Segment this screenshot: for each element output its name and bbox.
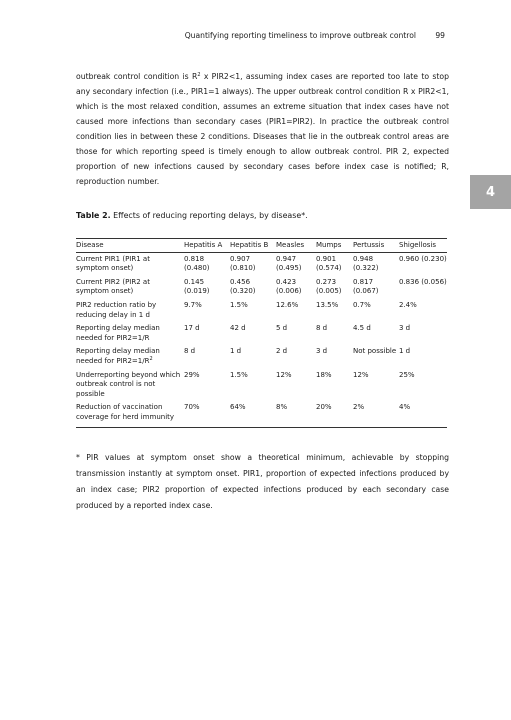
row-label — [76, 345, 184, 368]
table-header-row — [76, 239, 447, 253]
table-cell: 25% — [399, 370, 415, 379]
chapter-tab: 4 — [470, 175, 511, 209]
table-cell: 64% — [230, 401, 276, 427]
table-cell: 0.456 (0.320) — [230, 277, 256, 296]
column-header: Mumps — [316, 239, 353, 253]
row-label: Current PIR1 (PIR1 at symptom onset) — [76, 254, 150, 273]
table-row — [76, 252, 447, 276]
table-row — [76, 401, 447, 427]
table-cell: 20% — [316, 401, 353, 427]
running-header — [0, 31, 511, 45]
table-row — [76, 276, 447, 299]
table-cell: 8 d — [316, 324, 328, 333]
table-cell: 42 d — [230, 324, 246, 333]
table-cell: 0.836 (0.056) — [399, 277, 447, 286]
table-cell: 2 d — [276, 347, 288, 356]
table-cell: 0.960 (0.230) — [399, 254, 447, 263]
column-header: Pertussis — [353, 239, 399, 253]
table-cell: 8% — [276, 401, 316, 427]
column-header: Measles — [276, 239, 316, 253]
table-cell: 0.907 (0.810) — [230, 254, 256, 273]
table-cell: 1.5% — [230, 300, 248, 309]
table-cell: 0.145 (0.019) — [184, 277, 210, 296]
table-cell: 2% — [353, 401, 399, 427]
table-cell: 17 d — [184, 324, 200, 333]
table-cell: 70% — [184, 401, 230, 427]
column-header: Hepatitis A — [184, 239, 230, 253]
row-label: Reduction of vaccination coverage for herd immunity — [76, 401, 184, 427]
row-label: Reporting delay median needed for PIR2=1/R — [76, 324, 160, 342]
table-cell: 0.948 (0.322) — [353, 254, 379, 273]
row-label: Underreporting beyond which outbreak control is not possible — [76, 370, 181, 398]
table-cell: 4% — [399, 401, 447, 427]
superscript: 2 — [197, 72, 201, 78]
row-label: Current PIR2 (PIR2 at symptom onset) — [76, 277, 150, 296]
column-header: Disease — [76, 239, 184, 253]
table-cell: 0.817 (0.067) — [353, 277, 379, 296]
table-cell: 3 d — [316, 347, 328, 356]
table-cell: 1.5% — [230, 370, 248, 379]
table-cell: 18% — [316, 370, 332, 379]
table-cell: 2.4% — [399, 300, 417, 309]
row-label-text: Reporting delay median needed for PIR2=1/R — [76, 347, 160, 365]
table-cell: 0.818 (0.480) — [184, 254, 210, 273]
table-footnote: * PIR values at symptom onset show a theoretical minimum, achievable by stopping transmission instantly at symptom onset. PIR1, proportion of expected infections produced by an index case; PIR2 proportion of expected infections produced by each secondary case produced by a reported index case. — [76, 453, 449, 510]
table-cell: 0.7% — [353, 300, 371, 309]
table-cell: 0.273 (0.005) — [316, 277, 342, 296]
table-cell: 3 d — [399, 324, 411, 333]
table-row — [76, 345, 447, 368]
table-caption-text: Effects of reducing reporting delays, by disease*. — [110, 211, 308, 220]
table-cell: 0.901 (0.574) — [316, 254, 342, 273]
table-cell: Not possible — [353, 347, 397, 356]
column-header: Shigellosis — [399, 239, 447, 253]
paragraph-part-2: x PIR2<1, assuming index cases are reported too late to stop any secondary infection (i.e., PIR1=1 always). The upper outbreak control condition R x PIR2<1, which is the most relaxed condition, assumes an extreme situation that index cases have not caused more infections than secondary cases (PIR1=PIR2). In practice the outbreak control condition lies in between these 2 conditions. Diseases that lie in the outbreak control areas are those for which reporting speed is timely enough to allow outbreak control. PIR 2, expected proportion of new infections caused by secondary cases before index case is notified; R, reproduction number. — [76, 72, 449, 186]
table-cell: 4.5 d — [353, 324, 371, 333]
table-cell: 12.6% — [276, 300, 299, 309]
table-cell: 13.5% — [316, 300, 339, 309]
paragraph-part-1: outbreak control condition is R — [76, 72, 198, 81]
table-caption-label: Table 2. — [76, 211, 111, 220]
table-cell: 1 d — [230, 347, 242, 356]
table-cell: 12% — [276, 370, 292, 379]
table-cell: 0.423 (0.006) — [276, 277, 302, 296]
row-label: PIR2 reduction ratio by reducing delay in 1 d — [76, 300, 157, 319]
table-row — [76, 322, 447, 345]
table-caption — [76, 211, 308, 220]
table-row — [76, 299, 447, 322]
page-number: 99 — [435, 31, 445, 40]
table-cell: 5 d — [276, 324, 288, 333]
table-row — [76, 369, 447, 402]
table-cell: 29% — [184, 370, 200, 379]
body-paragraph — [76, 69, 449, 189]
superscript: 2 — [149, 355, 153, 362]
table-cell: 0.947 (0.495) — [276, 254, 302, 273]
table-cell: 1 d — [399, 347, 411, 356]
column-header: Hepatitis B — [230, 239, 276, 253]
table-cell: 8 d — [184, 347, 196, 356]
running-title: Quantifying reporting timeliness to improve outbreak control — [184, 31, 416, 40]
table-cell: 9.7% — [184, 300, 202, 309]
table-cell: 12% — [353, 370, 369, 379]
data-table — [76, 238, 447, 428]
